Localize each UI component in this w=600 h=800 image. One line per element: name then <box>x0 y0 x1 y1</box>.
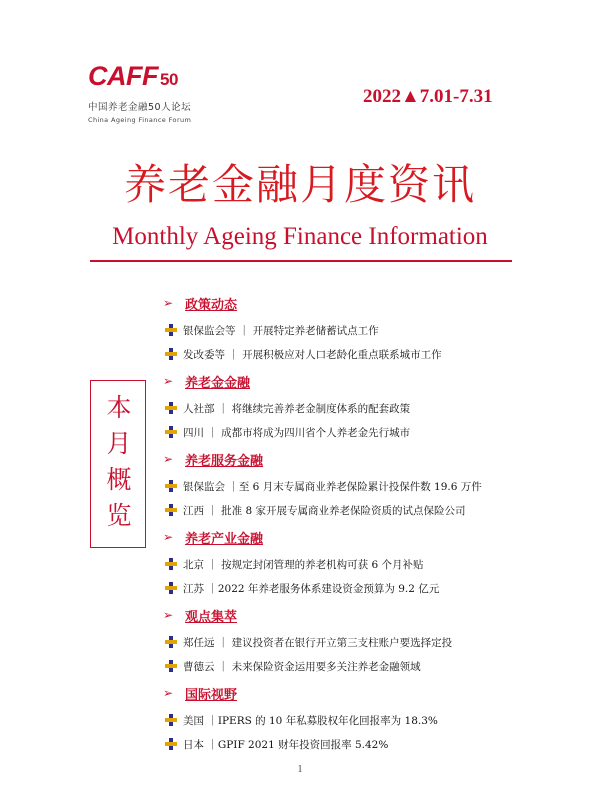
bullet-icon <box>165 480 177 492</box>
logo-english-name: China Ageing Finance Forum <box>88 116 192 124</box>
arrow-icon: ➢ <box>163 452 174 466</box>
section-title[interactable]: 观点集萃 <box>185 609 238 625</box>
overview-label-char: 月 <box>106 429 132 458</box>
list-item-text: 北京 ｜ 按规定封闭管理的养老机构可获 6 个月补贴 <box>183 558 424 571</box>
overview-label-char: 览 <box>106 501 132 530</box>
bullet-icon <box>165 660 177 672</box>
list-item <box>165 502 466 518</box>
bullet-icon <box>165 558 177 570</box>
section-header-viewpoints <box>163 606 237 624</box>
caff50-logo <box>88 62 191 124</box>
logo-chinese-name: 中国养老金融50人论坛 <box>88 102 192 113</box>
list-item <box>165 478 482 494</box>
list-item <box>165 736 388 752</box>
bullet-icon <box>165 504 177 516</box>
title-divider <box>90 260 512 262</box>
date-range: 2022▲7.01-7.31 <box>363 86 493 107</box>
list-item <box>165 346 442 362</box>
list-item-text: 美国 ｜IPERS 的 10 年私募股权年化回报率为 18.3% <box>183 714 438 727</box>
bullet-icon <box>165 324 177 336</box>
section-header-policy <box>163 294 237 312</box>
arrow-icon: ➢ <box>163 296 174 310</box>
overview-label-box <box>90 380 146 548</box>
list-item-text: 四川 ｜ 成都市将成为四川省个人养老金先行城市 <box>183 426 411 439</box>
bullet-icon <box>165 636 177 648</box>
list-item <box>165 580 439 596</box>
arrow-icon: ➢ <box>163 530 174 544</box>
section-header-international <box>163 684 237 702</box>
overview-label-char: 概 <box>106 465 132 494</box>
list-item-text: 银保监会等 ｜ 开展特定养老储蓄试点工作 <box>183 324 379 337</box>
arrow-icon: ➢ <box>163 374 174 388</box>
overview-label-char: 本 <box>106 393 132 422</box>
list-item-text: 发改委等 ｜ 开展积极应对人口老龄化重点联系城市工作 <box>183 348 442 361</box>
page-title-chinese: 养老金融月度资讯 <box>123 160 476 209</box>
section-header-industry-finance <box>163 528 263 546</box>
page-title-english: Monthly Ageing Finance Information <box>112 223 488 250</box>
section-header-pension-finance <box>163 372 250 390</box>
list-item <box>165 712 438 728</box>
list-item-text: 日本 ｜GPIF 2021 财年投资回报率 5.42% <box>183 738 389 751</box>
list-item-text: 银保监会 ｜至 6 月末专属商业养老保险累计投保件数 19.6 万件 <box>183 480 482 493</box>
section-header-service-finance <box>163 450 263 468</box>
bullet-icon <box>165 426 177 438</box>
arrow-icon: ➢ <box>163 608 174 622</box>
list-item <box>165 424 410 440</box>
list-item-text: 曹德云 ｜ 未来保险资金运用要多关注养老金融领域 <box>183 660 421 673</box>
list-item <box>165 400 410 416</box>
section-title[interactable]: 政策动态 <box>185 297 238 313</box>
list-item-text: 江苏 ｜2022 年养老服务体系建设资金预算为 9.2 亿元 <box>183 582 440 595</box>
logo-mark-text: CAFF <box>88 61 158 91</box>
list-item <box>165 634 452 650</box>
section-title[interactable]: 养老产业金融 <box>185 531 264 547</box>
list-item-text: 郑任远 ｜ 建议投资者在银行开立第三支柱账户要选择定投 <box>183 636 453 649</box>
list-item <box>165 322 379 338</box>
bullet-icon <box>165 348 177 360</box>
list-item-text: 江西 ｜ 批准 8 家开展专属商业养老保险资质的试点保险公司 <box>183 504 466 517</box>
logo-mark-number: 50 <box>159 70 178 89</box>
list-item-text: 人社部 ｜ 将继续完善养老金制度体系的配套政策 <box>183 402 411 415</box>
logo-mark <box>88 62 191 94</box>
arrow-icon: ➢ <box>163 686 174 700</box>
list-item <box>165 658 421 674</box>
bullet-icon <box>165 582 177 594</box>
page-number: 1 <box>297 764 303 775</box>
bullet-icon <box>165 402 177 414</box>
bullet-icon <box>165 738 177 750</box>
bullet-icon <box>165 714 177 726</box>
section-title[interactable]: 养老金金融 <box>185 375 251 391</box>
section-title[interactable]: 国际视野 <box>185 687 238 703</box>
section-title[interactable]: 养老服务金融 <box>185 453 264 469</box>
list-item <box>165 556 424 572</box>
